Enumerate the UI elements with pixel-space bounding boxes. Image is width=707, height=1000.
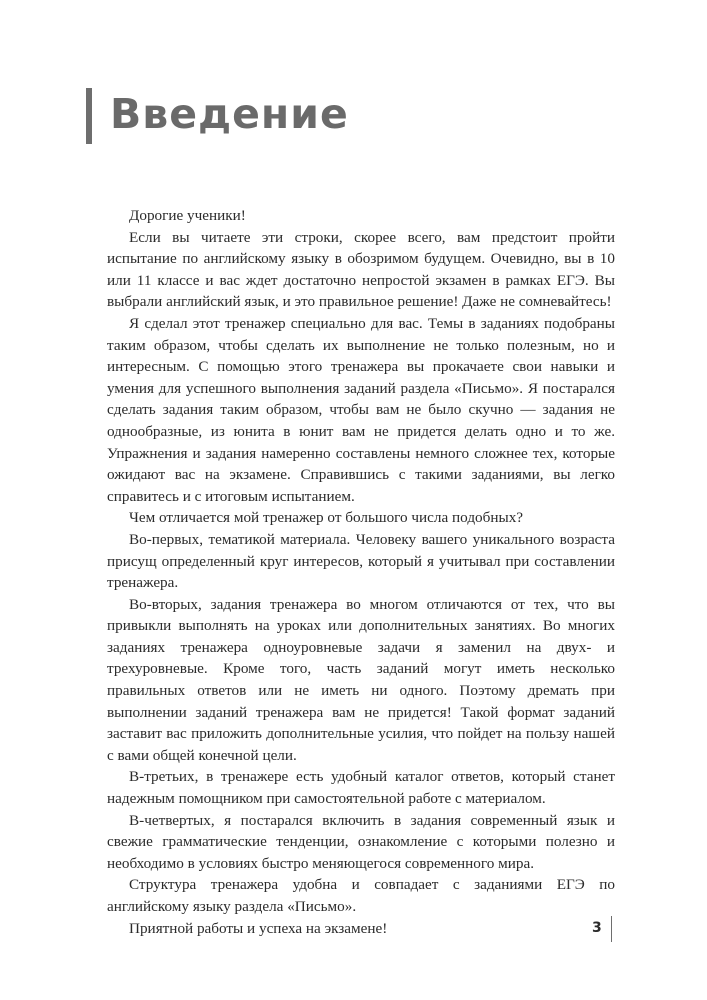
paragraph-first: Во-первых, тематикой материала. Человеку вашего уникального возраста присущ определенный круг интересов, который я учитывал при составлении тренажера.: [107, 530, 615, 592]
paragraph-question: Чем отличается мой тренажер от большого числа подобных?: [129, 509, 524, 527]
paragraph-fourth: В-четвертых, я постарался включить в задания современный язык и свежие грамматические тенденции, ознакомление с которыми полезно и необходимо в условиях быстро меняющегося современного мира.: [107, 811, 615, 872]
paragraph-purpose: Я сделал этот тренажер специально для вас. Темы в заданиях подобраны таким образом, чтобы сделать их выполнение не только полезным, но и интересным. С помощью этого тренажера вы прокачаете свои навыки и умения для успешного выполнения заданий раздела «Письмо». Я постарался сделать задания таким образом, чтобы вам не было скучно — задания не однообразные, из юнита в юнит вам не придется делать одно и то же. Упражнения и задания намеренно составлены немного сложнее тех, которые ожидают вас на экзамене. Справившись с такими заданиями, вы легко справитесь и с итоговым испытанием.: [107, 314, 615, 505]
paragraph-structure: Структура тренажера удобна и совпадает с заданиями ЕГЭ по английскому языку раздела «Письмо».: [107, 876, 615, 915]
page-number-divider: [611, 916, 612, 942]
body-text: [107, 205, 615, 939]
page-number: 3: [592, 920, 602, 936]
paragraph-closing: Приятной работы и успеха на экзамене!: [129, 919, 388, 937]
paragraph-greeting: Дорогие ученики!: [129, 207, 246, 224]
paragraph-intro: Если вы читаете эти строки, скорее всего, вам предстоит пройти испытание по английскому языку в обозримом будущем. Очевидно, вы в 10 или 11 классе и вас ждет достаточно непростой экзамен в рамках ЕГЭ. Вы выбрали английский язык, и это правильное решение! Даже не сомневайтесь!: [107, 228, 615, 311]
title-accent-bar: [86, 88, 92, 144]
page-title: Введение: [110, 90, 349, 138]
paragraph-third: В-третьих, в тренажере есть удобный каталог ответов, который станет надежным помощником при самостоятельной работе с материалом.: [107, 768, 615, 808]
paragraph-second: Во-вторых, задания тренажера во многом отличаются от тех, что вы привыкли выполнять на уроках или дополнительных занятиях. Во многих заданиях тренажера одноуровневые задачи я заменил на двух- и трехуровневые. Кроме того, часть заданий могут иметь несколько правильных ответов или не иметь ни одного. Поэтому дремать при выполнении заданий тренажера вам не придется! Такой формат заданий заставит вас приложить дополнительные усилия, что пойдет на пользу нашей с вами общей конечной цели.: [107, 595, 615, 764]
